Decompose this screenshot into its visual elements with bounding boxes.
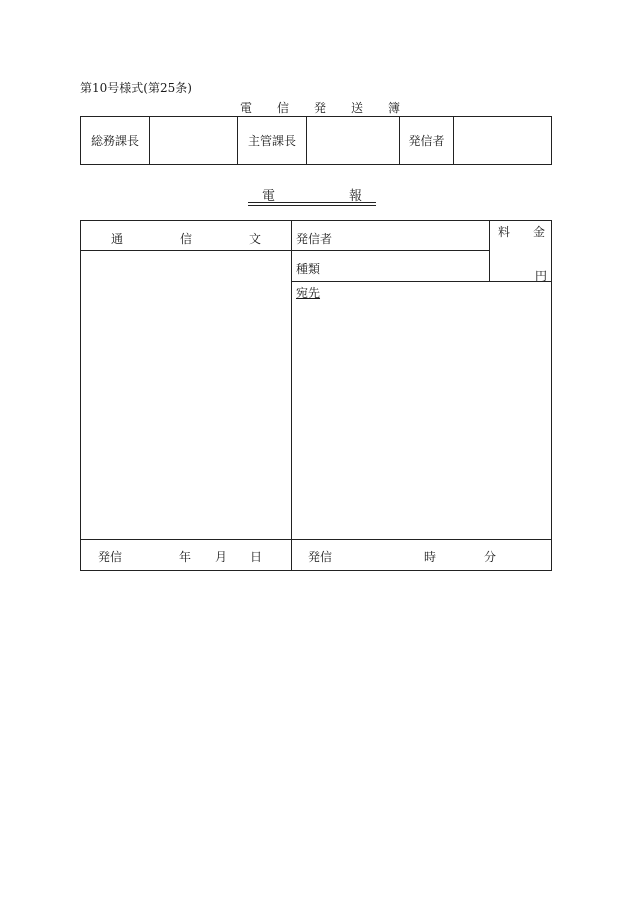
heading-char: 報 [348,189,362,204]
message-header-char: 信 [179,232,192,246]
general-affairs-chief-label: 総務課長 [81,117,150,164]
message-header-char: 通 [111,232,124,246]
day-label: 日 [250,550,263,564]
form-number: 第10号様式(第25条) [80,81,192,95]
title-char: 信 [276,101,289,115]
general-affairs-chief-stamp-box[interactable] [150,117,238,164]
title-char: 電 [240,101,253,115]
document-title [240,99,400,116]
address-label-text: 宛先 [296,286,321,300]
message-body-area[interactable] [81,251,291,539]
telegram-form-table [80,220,552,571]
title-char: 送 [350,101,363,115]
fee-label-char: 料 [498,225,511,239]
year-label: 年 [179,550,192,564]
heading-double-underline [248,202,376,203]
type-field[interactable] [331,252,487,280]
message-header [111,230,261,247]
supervising-chief-stamp-box[interactable] [307,117,400,164]
minute-label: 分 [484,550,497,564]
sender-field-label: 発信者 [296,232,333,246]
sender-row-line [291,250,489,251]
yen-label: 円 [535,269,548,283]
title-char: 発 [313,101,326,115]
approval-table [80,116,552,165]
hour-label: 時 [424,550,437,564]
month-label: 月 [215,550,228,564]
footer-left-label: 発信 [98,550,123,564]
fee-label-char: 金 [532,225,545,239]
message-header-char: 文 [248,232,261,246]
footer-right-label: 発信 [308,550,333,564]
title-char: 簿 [387,101,400,115]
sender-stamp-box[interactable] [454,117,551,164]
type-field-label: 種類 [296,262,321,276]
heading-char: 電 [262,189,276,204]
type-row-line [291,281,551,282]
footer-line [81,539,551,540]
fee-amount-field[interactable] [490,237,530,280]
supervising-chief-label: 主管課長 [238,117,307,164]
address-area[interactable] [292,299,551,538]
sender-label: 発信者 [400,117,454,164]
sender-field[interactable] [341,223,487,249]
